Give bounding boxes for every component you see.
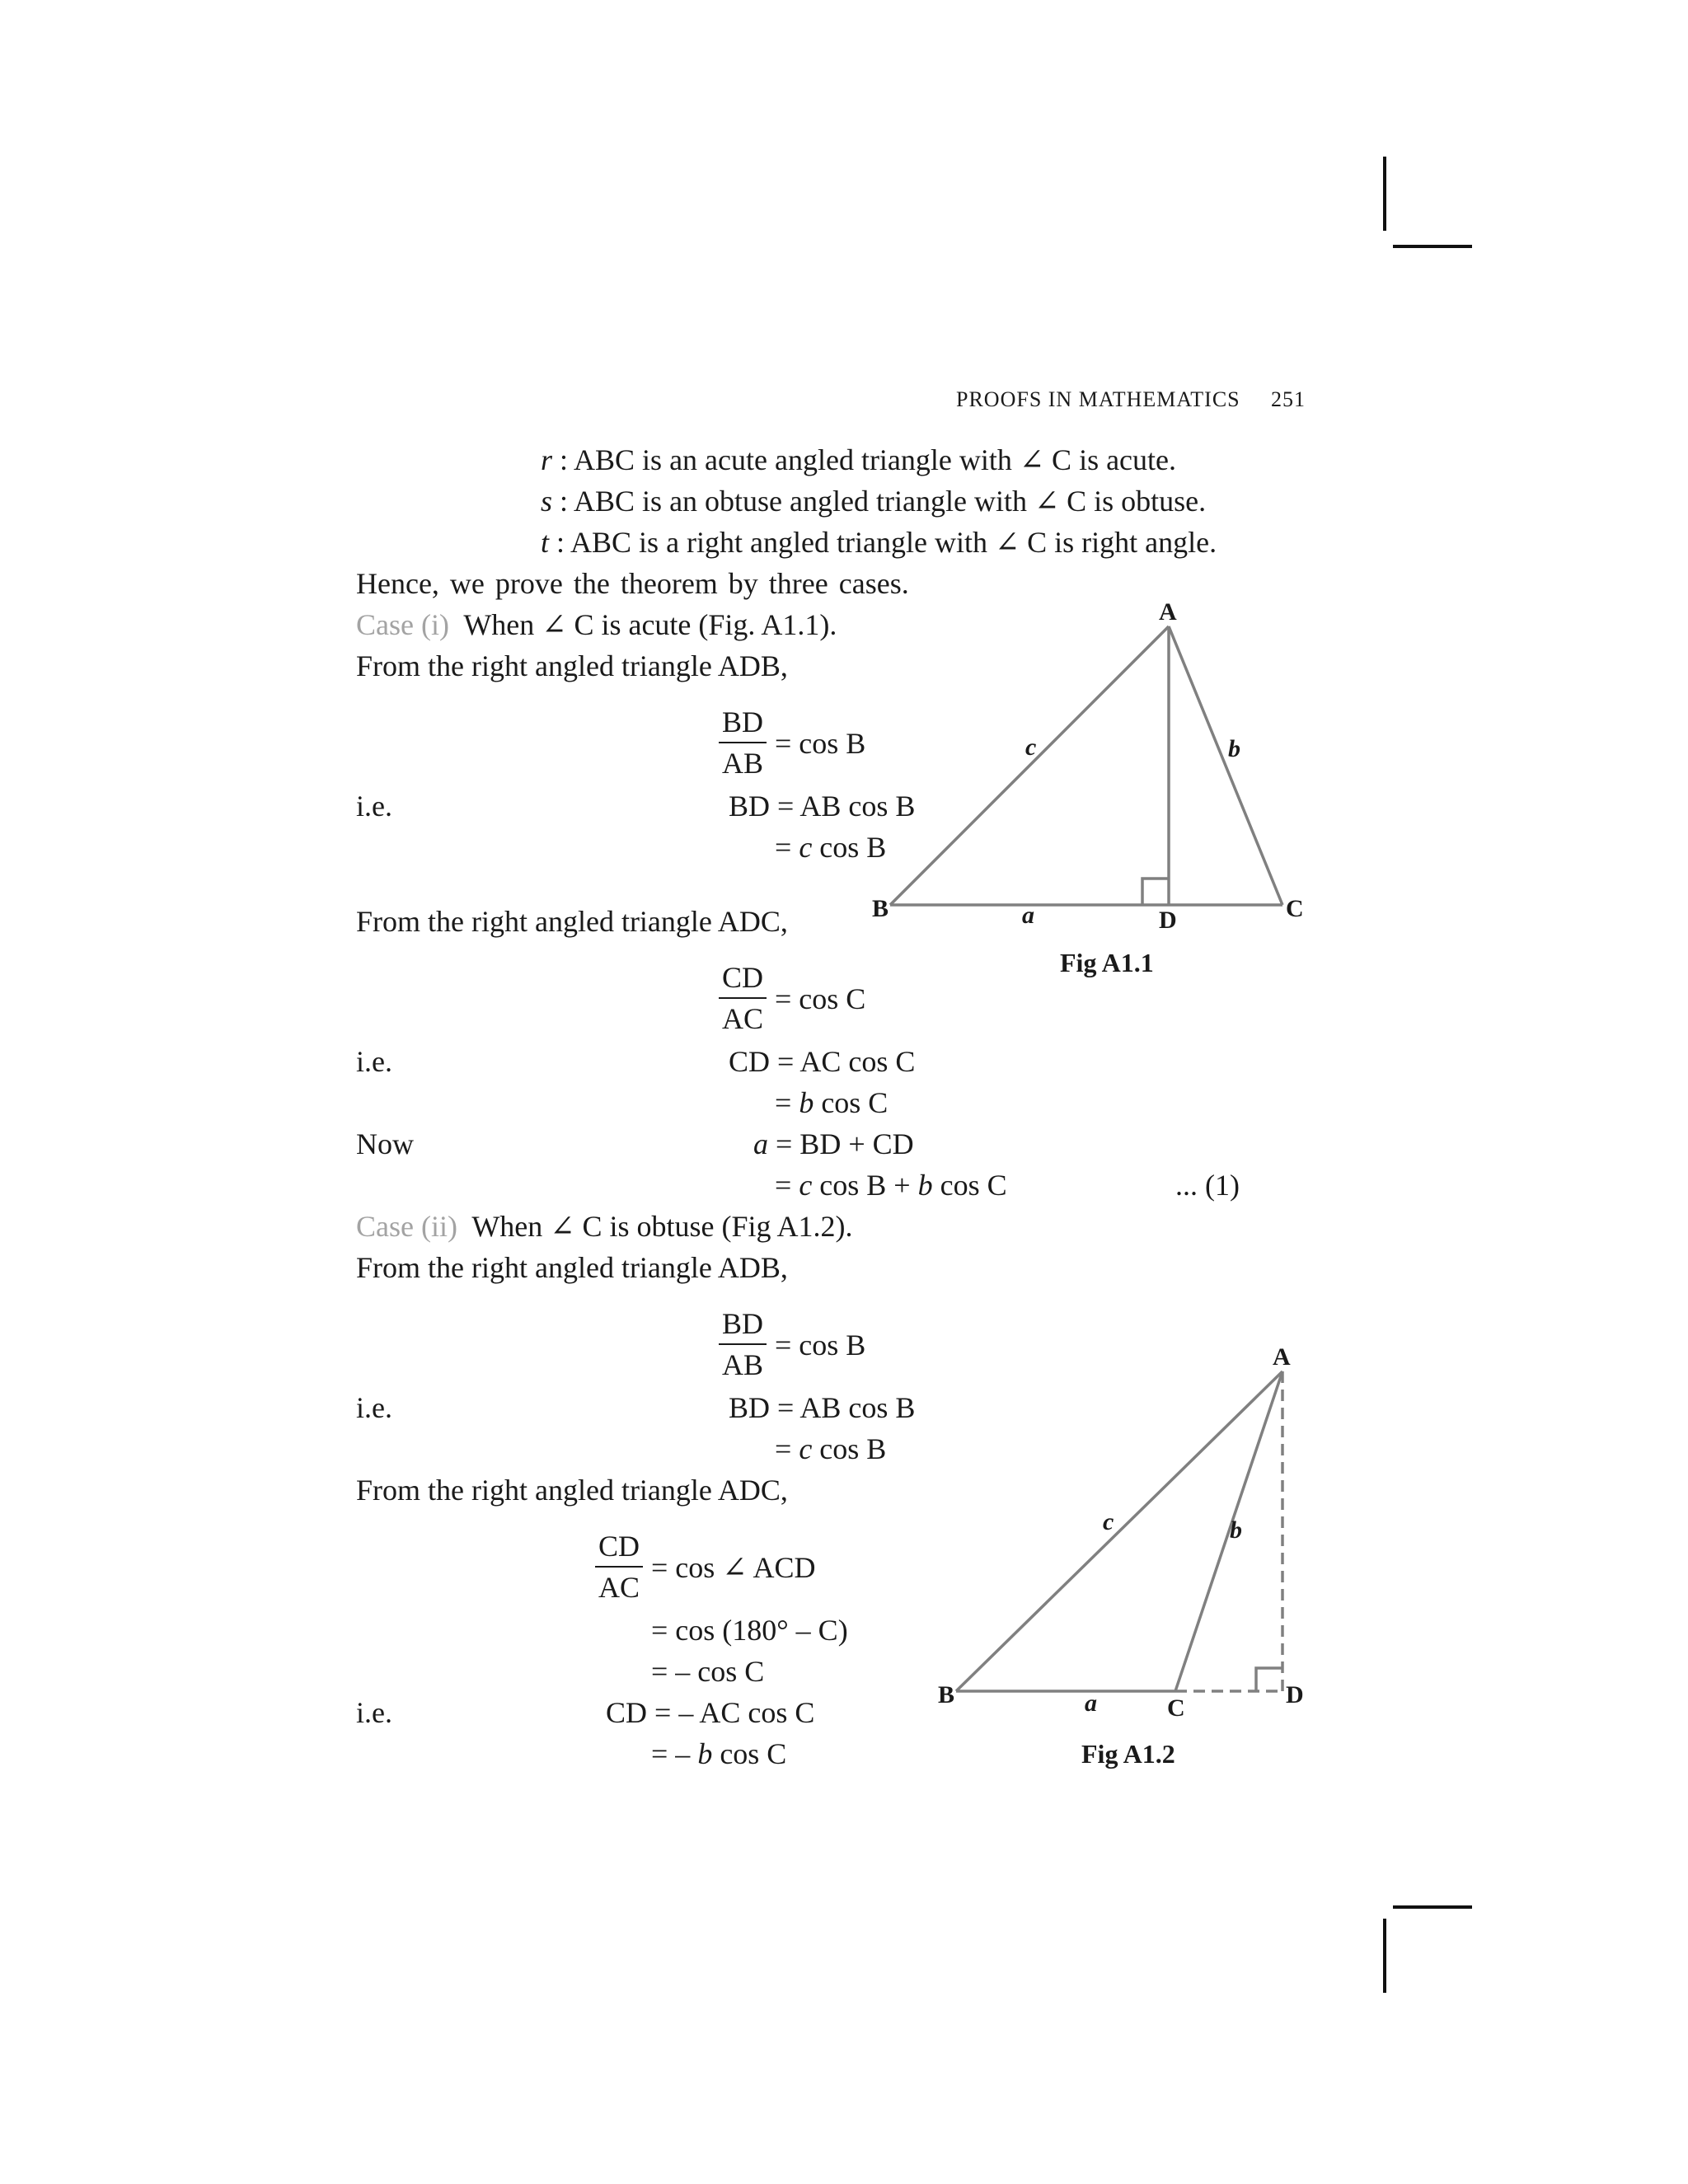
figure-a1-2 xyxy=(923,1335,1335,1722)
case1-fraction-cd-ac: $\frac{CD}{AC}$ xyxy=(719,961,767,1035)
fig2-right-angle-marker xyxy=(1256,1668,1282,1691)
case1-eq-cd: CD = AC cos C xyxy=(729,1045,916,1078)
case1-from-adb: From the right angled triangle ADB, xyxy=(356,649,788,682)
fig1-right-angle-marker xyxy=(1142,879,1169,905)
fig2-label-c-vertex: C xyxy=(1167,1694,1185,1722)
crop-mark-top-horizontal xyxy=(1393,245,1472,248)
case2-eq-cd: CD = – AC cos C xyxy=(606,1696,815,1729)
statement-s: s : ABC is an obtuse angled triangle with ∠ C is obtuse. xyxy=(541,485,1207,518)
fig1-label-c-vertex: C xyxy=(1286,895,1304,922)
case1-cos-b: = cos B xyxy=(775,727,866,760)
page-number: 251 xyxy=(1271,387,1306,411)
fig2-caption: Fig A1.2 xyxy=(1081,1739,1175,1769)
equation-reference-1: ... (1) xyxy=(1175,1169,1240,1202)
case1-label: Case (i) xyxy=(356,608,449,641)
crop-mark-bottom-horizontal xyxy=(1393,1905,1472,1909)
fig2-label-a: A xyxy=(1273,1343,1291,1371)
case1-eq-a: a = BD + CD xyxy=(753,1127,914,1160)
fig2-side-b xyxy=(1175,1371,1282,1691)
case1-ie-1: i.e. xyxy=(356,790,392,823)
case1-cos-c: = cos C xyxy=(775,982,866,1015)
fig2-label-d: D xyxy=(1286,1681,1304,1708)
fig1-label-side-a: a xyxy=(1022,902,1034,929)
fig1-caption: Fig A1.1 xyxy=(1060,948,1154,977)
fig2-label-side-a: a xyxy=(1085,1690,1097,1717)
fig2-label-side-b: b xyxy=(1230,1516,1242,1544)
case2-ie-1: i.e. xyxy=(356,1391,392,1424)
case2-eq-bd: BD = AB cos B xyxy=(729,1391,916,1424)
case2-cos-180-c: = cos (180° – C) xyxy=(651,1614,848,1647)
case2-minus-cos-c: = – cos C xyxy=(651,1655,765,1688)
fig1-label-b-vertex: B xyxy=(872,895,889,922)
case2-ie-2: i.e. xyxy=(356,1696,392,1729)
figure-a1-1 xyxy=(857,593,1319,940)
case2-cos-b: = cos B xyxy=(775,1329,866,1361)
fig1-label-side-c: c xyxy=(1025,733,1037,761)
case1-from-adc: From the right angled triangle ADC, xyxy=(356,905,788,938)
case2-eq-minus-bcosc: = – b cos C xyxy=(651,1737,787,1770)
case2-from-adb: From the right angled triangle ADB, xyxy=(356,1251,788,1284)
fig2-label-side-c: c xyxy=(1103,1508,1114,1535)
statement-r: r : ABC is an acute angled triangle with ∠ C is acute. xyxy=(541,443,1177,476)
case1-eq-sum: = c cos B + b cos C xyxy=(775,1169,1007,1202)
fig1-label-side-b: b xyxy=(1228,735,1240,762)
case2-heading: Case (ii) When ∠ C is obtuse (Fig A1.2). xyxy=(356,1210,853,1243)
case1-eq-ccosb: = c cos B xyxy=(775,831,887,864)
case1-ie-2: i.e. xyxy=(356,1045,392,1078)
fig1-side-b xyxy=(1169,626,1282,905)
fig1-lines xyxy=(890,626,1282,905)
case1-eq-bcosc: = b cos C xyxy=(775,1086,889,1119)
fig1-label-a: A xyxy=(1159,598,1177,626)
case2-fraction-cd-ac: $\frac{CD}{AC}$ xyxy=(595,1530,643,1604)
running-title: PROOFS IN MATHEMATICS xyxy=(956,387,1240,411)
case1-heading: Case (i) When ∠ C is acute (Fig. A1.1). xyxy=(356,608,837,641)
case2-fraction-bd-ab: $\frac{BD}{AB}$ xyxy=(719,1307,767,1381)
intro-text: Hence, we prove the theorem by three cases. xyxy=(356,567,909,600)
crop-mark-bottom-vertical xyxy=(1383,1919,1386,1993)
case2-label: Case (ii) xyxy=(356,1210,457,1243)
fig1-label-d: D xyxy=(1159,907,1177,934)
statement-t: t : ABC is a right angled triangle with ∠ C is right angle. xyxy=(541,526,1217,559)
crop-mark-top-vertical xyxy=(1383,157,1386,231)
fig1-side-c xyxy=(890,626,1169,905)
fig2-label-b-vertex: B xyxy=(938,1681,955,1708)
case2-eq-ccosb: = c cos B xyxy=(775,1432,887,1465)
case2-from-adc: From the right angled triangle ADC, xyxy=(356,1474,788,1507)
case2-cos-acd: = cos ∠ ACD xyxy=(651,1551,816,1584)
case1-fraction-bd-ab: $\frac{BD}{AB}$ xyxy=(719,705,767,780)
case1-eq-bd: BD = AB cos B xyxy=(729,790,916,823)
case1-now: Now xyxy=(356,1127,414,1160)
